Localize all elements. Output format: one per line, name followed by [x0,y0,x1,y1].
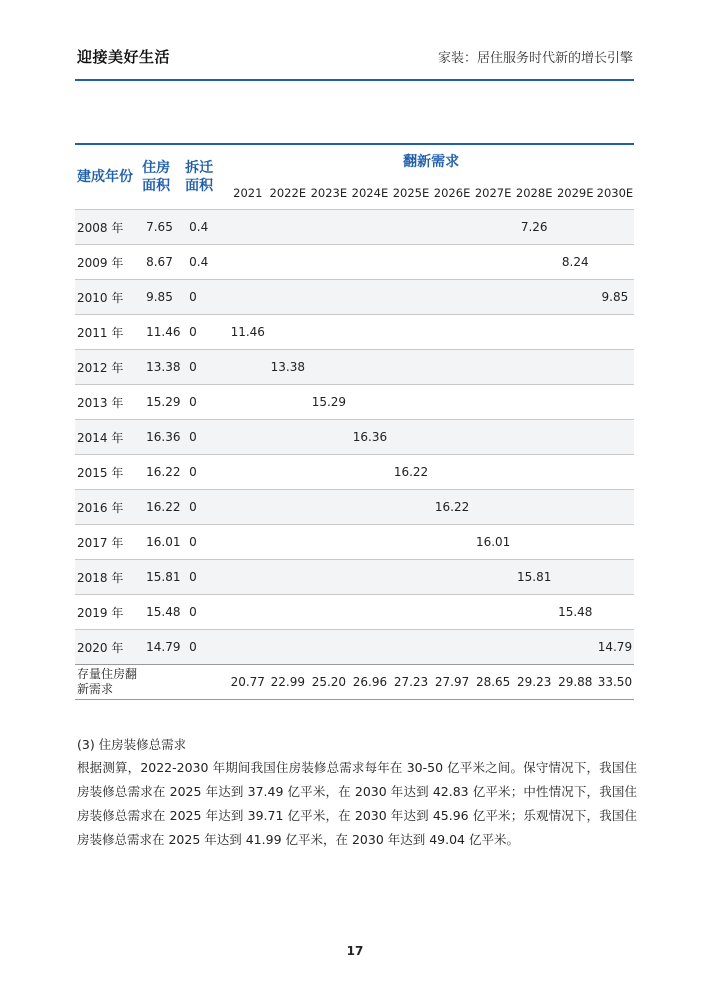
section-paragraph: 根据测算，2022-2030 年期间我国住房装修总需求每年在 30-50 亿平米之间。保守情况下，我国住房装修总需求在 2025 年达到 37.49 亿平米，在 2030 年达到 42.83 亿平米；中性情况下，我国住房装修总需求在 2025 年达到 39.71 亿平米，在 2030 年达到 45.96 亿平米；乐观情况下，我国住房装修总需求在 2025 年达到 41.99 亿平米，在 2030 年达到 49.04 亿平米。 [77,760,637,847]
cell-renovation-value: 15.29 [308,385,349,420]
cell-renovation-value [349,455,390,490]
cell-renovation-value [555,280,596,315]
cell-renovation-value: 16.22 [390,455,431,490]
cell-demolish: 0 [185,280,228,315]
cell-renovation-value [555,490,596,525]
col-header-year: 2029E [556,186,594,200]
cell-renovation-value [308,315,349,350]
cell-renovation-value [514,350,555,385]
cell-demolish: 0 [185,420,228,455]
cell-renovation-value [228,245,267,280]
col-header-area: 住房 面积 [142,144,185,210]
cell-renovation-value [308,595,349,630]
cell-demolish: 0 [185,630,228,665]
table-row [75,210,634,245]
cell-renovation-value [267,280,308,315]
cell-total-value: 33.50 [596,665,634,700]
cell-renovation-value [514,455,555,490]
cell-renovation-value [555,630,596,665]
cell-renovation-value [473,280,514,315]
cell-area: 13.38 [142,350,185,385]
cell-renovation-value [514,280,555,315]
cell-renovation-value [267,560,308,595]
cell-renovation-value: 13.38 [267,350,308,385]
cell-renovation-value [473,245,514,280]
cell-build-year: 2011 年 [75,315,142,350]
cell-renovation-value [267,595,308,630]
cell-total-value: 20.77 [228,665,267,700]
cell-total-value: 25.20 [308,665,349,700]
cell-renovation-value [267,525,308,560]
cell-total-value: 27.23 [390,665,431,700]
cell-build-year: 2017 年 [75,525,142,560]
cell-renovation-value [390,280,431,315]
cell-renovation-value [473,315,514,350]
table-row [75,595,634,630]
cell-renovation-value [228,630,267,665]
cell-renovation-value [349,630,390,665]
section-title: (3) 住房装修总需求 [77,737,187,752]
cell-renovation-value: 9.85 [596,280,634,315]
cell-renovation-value [267,385,308,420]
cell-renovation-value: 16.22 [432,490,473,525]
cell-renovation-value [432,315,473,350]
cell-renovation-value [555,560,596,595]
col-header-year: 2024E [351,186,389,200]
cell-renovation-value [349,315,390,350]
cell-renovation-value [432,210,473,245]
cell-renovation-value [308,245,349,280]
col-header-year: 2030E [596,186,634,200]
cell-renovation-value: 7.26 [514,210,555,245]
cell-demolish: 0 [185,490,228,525]
cell-renovation-value [555,455,596,490]
cell-renovation-value [596,350,634,385]
cell-total-value: 28.65 [473,665,514,700]
table-row [75,420,634,455]
cell-renovation-value [432,420,473,455]
cell-renovation-value [432,560,473,595]
table-row [75,455,634,490]
cell-renovation-value [308,210,349,245]
table-row-total [75,665,634,700]
cell-renovation-value [555,420,596,455]
cell-renovation-value [514,490,555,525]
cell-build-year: 2013 年 [75,385,142,420]
table-row [75,350,634,385]
col-header-demolish: 拆迁 面积 [185,144,228,210]
col-header-year: 2026E [433,186,471,200]
cell-renovation-value [390,490,431,525]
cell-renovation-value [228,350,267,385]
cell-renovation-value [308,420,349,455]
cell-renovation-value [514,315,555,350]
cell-area: 16.36 [142,420,185,455]
table-row [75,490,634,525]
cell-renovation-value [308,560,349,595]
table-row [75,525,634,560]
table-row [75,315,634,350]
cell-renovation-value [228,525,267,560]
cell-renovation-value [514,525,555,560]
cell-area: 11.46 [142,315,185,350]
cell-demolish: 0 [185,560,228,595]
cell-renovation-value: 15.81 [514,560,555,595]
cell-renovation-value [390,525,431,560]
cell-build-year: 2012 年 [75,350,142,385]
cell-renovation-value [555,385,596,420]
cell-renovation-value [432,280,473,315]
cell-renovation-value [596,245,634,280]
cell-demolish: 0 [185,595,228,630]
cell-demolish: 0 [185,455,228,490]
cell-area: 16.01 [142,525,185,560]
cell-renovation-value [432,245,473,280]
cell-area: 15.81 [142,560,185,595]
cell-renovation-value [432,350,473,385]
cell-build-year: 2015 年 [75,455,142,490]
cell-total-value: 27.97 [432,665,473,700]
cell-renovation-value [308,630,349,665]
cell-renovation-value [555,315,596,350]
cell-renovation-value [473,595,514,630]
cell-renovation-value [349,280,390,315]
cell-renovation-value [473,490,514,525]
cell-renovation-value [349,560,390,595]
cell-renovation-value [473,630,514,665]
header-brand: 迎接美好生活 [77,48,171,66]
cell-renovation-value [555,210,596,245]
cell-renovation-value [228,280,267,315]
cell-build-year: 2020 年 [75,630,142,665]
cell-renovation-value [267,630,308,665]
cell-renovation-value [596,315,634,350]
cell-renovation-value [228,210,267,245]
cell-renovation-value [349,350,390,385]
cell-renovation-value [349,210,390,245]
cell-renovation-value: 11.46 [228,315,267,350]
cell-renovation-value [596,490,634,525]
cell-build-year: 2008 年 [75,210,142,245]
cell-renovation-value [349,245,390,280]
cell-area: 15.48 [142,595,185,630]
cell-renovation-value: 16.01 [473,525,514,560]
cell-renovation-value [267,455,308,490]
cell-area: 9.85 [142,280,185,315]
cell-renovation-value [432,455,473,490]
cell-area: 15.29 [142,385,185,420]
cell-area: 8.67 [142,245,185,280]
cell-total-value: 29.23 [514,665,555,700]
table-row [75,385,634,420]
cell-renovation-value [596,385,634,420]
cell-renovation-value [390,315,431,350]
cell-renovation-value: 8.24 [555,245,596,280]
cell-area: 14.79 [142,630,185,665]
renovation-demand-table [75,143,634,700]
cell-renovation-value [390,560,431,595]
cell-total-label: 存量住房翻 新需求 [75,665,228,700]
cell-renovation-value [514,630,555,665]
cell-demolish: 0 [185,385,228,420]
cell-demolish: 0 [185,350,228,385]
cell-renovation-value [390,420,431,455]
cell-renovation-value [228,385,267,420]
cell-renovation-value [596,525,634,560]
col-header-year: 2021 [233,186,263,200]
header-report-title: 家装：居住服务时代新的增长引擎 [437,51,633,66]
cell-renovation-value [596,595,634,630]
cell-renovation-value [308,490,349,525]
cell-build-year: 2009 年 [75,245,142,280]
cell-renovation-value [308,455,349,490]
cell-renovation-value [267,420,308,455]
cell-renovation-value [473,350,514,385]
cell-demolish: 0 [185,315,228,350]
cell-renovation-value [390,350,431,385]
cell-area: 16.22 [142,455,185,490]
cell-renovation-value [228,560,267,595]
cell-renovation-value [473,455,514,490]
cell-renovation-value [596,560,634,595]
cell-renovation-value [308,350,349,385]
cell-renovation-value [432,385,473,420]
cell-renovation-value [349,385,390,420]
cell-renovation-value [308,525,349,560]
cell-renovation-value: 16.36 [349,420,390,455]
cell-renovation-value [514,245,555,280]
col-header-year: 2023E [310,186,348,200]
cell-renovation-value [228,490,267,525]
cell-renovation-value [267,210,308,245]
table-row [75,630,634,665]
cell-renovation-value [555,525,596,560]
col-header-year: 2028E [515,186,553,200]
cell-renovation-value [473,420,514,455]
cell-renovation-value [596,420,634,455]
cell-renovation-value [596,455,634,490]
table-row [75,245,634,280]
cell-renovation-value [473,210,514,245]
cell-renovation-value [514,385,555,420]
cell-area: 7.65 [142,210,185,245]
cell-renovation-value [267,245,308,280]
col-group-renovation: 翻新需求 [228,144,634,177]
table-row [75,280,634,315]
col-header-year: 2027E [474,186,512,200]
cell-renovation-value: 14.79 [596,630,634,665]
cell-build-year: 2016 年 [75,490,142,525]
cell-renovation-value [228,595,267,630]
cell-build-year: 2019 年 [75,595,142,630]
cell-renovation-value [555,350,596,385]
cell-renovation-value [349,595,390,630]
cell-area: 16.22 [142,490,185,525]
cell-renovation-value [390,210,431,245]
cell-renovation-value [267,490,308,525]
cell-build-year: 2018 年 [75,560,142,595]
cell-demolish: 0.4 [185,245,228,280]
cell-renovation-value [349,490,390,525]
cell-demolish: 0.4 [185,210,228,245]
cell-total-value: 29.88 [555,665,596,700]
page-number: 17 [346,944,364,958]
cell-renovation-value [432,525,473,560]
cell-total-value: 22.99 [267,665,308,700]
cell-demolish: 0 [185,525,228,560]
cell-build-year: 2010 年 [75,280,142,315]
cell-renovation-value [390,385,431,420]
cell-renovation-value [432,630,473,665]
cell-renovation-value [514,420,555,455]
cell-build-year: 2014 年 [75,420,142,455]
cell-renovation-value [514,595,555,630]
col-header-build-year: 建成年份 [75,144,142,210]
header-divider [75,79,634,81]
cell-renovation-value [267,315,308,350]
cell-renovation-value [432,595,473,630]
col-header-year: 2025E [392,186,430,200]
cell-renovation-value [308,280,349,315]
cell-renovation-value [390,630,431,665]
cell-renovation-value [228,420,267,455]
cell-renovation-value [473,385,514,420]
cell-renovation-value [473,560,514,595]
cell-renovation-value [596,210,634,245]
cell-renovation-value: 15.48 [555,595,596,630]
table-row [75,560,634,595]
cell-renovation-value [390,595,431,630]
cell-renovation-value [349,525,390,560]
cell-renovation-value [390,245,431,280]
cell-renovation-value [228,455,267,490]
col-header-year: 2022E [269,186,307,200]
cell-total-value: 26.96 [349,665,390,700]
